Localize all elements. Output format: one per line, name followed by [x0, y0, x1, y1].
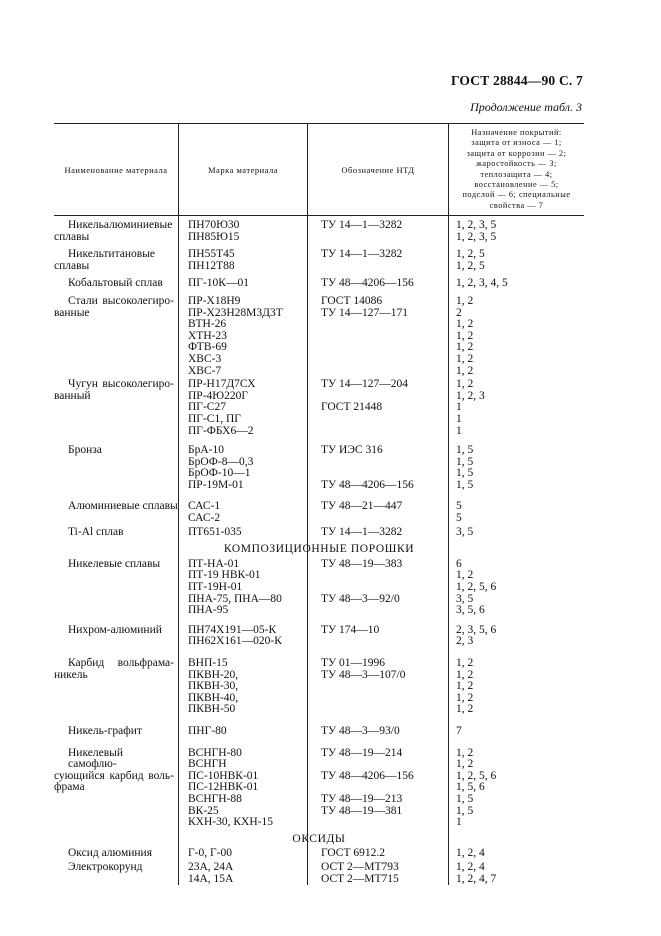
material-grade: Г-0, Г-00 — [188, 847, 232, 860]
purpose-codes: 1, 2, 3, 5 — [456, 219, 497, 231]
purpose-codes: 3, 5, 6 — [456, 604, 485, 617]
material-grade: ФТВ-69 — [188, 341, 227, 354]
ntd-designation: ТУ 14—127—171 — [321, 306, 409, 319]
material-grade: ПТ-НА-01 — [188, 557, 240, 570]
purpose-codes: 6 — [456, 557, 462, 570]
material-grade: ПС-12НВК-01 — [188, 781, 259, 794]
table-row — [54, 445, 584, 491]
purpose-codes: 1, 5 — [456, 792, 474, 805]
material-grade: ПР-Х23Н28М3Д3Т — [188, 306, 283, 319]
material-grade: БрОФ-10—1 — [188, 467, 251, 480]
material-grade: ПТ-19 НВК-01 — [188, 569, 261, 582]
material-name-cell — [54, 249, 178, 272]
ntd-designation — [321, 605, 448, 617]
ntd-cell — [307, 559, 448, 617]
ntd-cell — [307, 296, 448, 377]
purpose-codes: 1, 2 — [456, 364, 474, 377]
section-heading-composite: КОМПОЗИЦИОННЫЕ ПОРОШКИ — [223, 543, 415, 556]
purpose-codes: 1, 2, 4 — [456, 847, 485, 860]
material-grade: ВНП-15 — [188, 657, 228, 669]
material-grade-cell — [178, 625, 307, 648]
purpose-legend-line: Назначение покрытий: — [471, 127, 562, 137]
material-name-cell — [54, 278, 178, 290]
material-grade: ПГ-ФБХ6—2 — [188, 424, 254, 437]
ntd-designation — [321, 636, 448, 648]
material-name-cell — [54, 726, 178, 738]
material-grade: КХН-30, КХН-15 — [188, 816, 273, 829]
ntd-cell — [307, 726, 448, 738]
table-row — [54, 862, 584, 885]
material-name-line: Карбид вольфрама- — [68, 657, 174, 669]
ntd-designation — [321, 342, 448, 354]
ntd-cell — [307, 379, 448, 437]
material-name-cell — [54, 625, 178, 648]
material-grade-cell — [178, 220, 307, 243]
ntd-designation — [321, 693, 448, 705]
section-heading-oxides: ОКСИДЫ — [292, 832, 346, 845]
purpose-codes: 1, 2 — [456, 341, 474, 354]
col-header-material-grade: Марка материала — [207, 164, 278, 175]
material-name-cell — [54, 559, 178, 617]
material-grade: САС-2 — [188, 512, 221, 525]
ntd-cell — [307, 527, 448, 539]
material-name-cell — [54, 220, 178, 243]
purpose-codes: 1, 2, 3 — [456, 389, 485, 402]
purpose-cell — [448, 748, 584, 829]
purpose-legend-line: жаростойкость — 3; — [476, 159, 557, 169]
material-name-line: Ti-Al сплав — [68, 525, 124, 538]
table-row — [54, 278, 584, 290]
material-name-line: Никелевый самофлю- — [68, 746, 124, 771]
table-header — [54, 123, 584, 216]
material-name-cell — [54, 848, 178, 860]
purpose-codes: 1, 2 — [456, 703, 474, 716]
purpose-codes: 1, 2 — [456, 680, 474, 693]
material-grade: ПР-4Ю220Г — [188, 389, 248, 402]
purpose-codes: 1, 2 — [456, 668, 474, 681]
material-name-line: Стали высоколегиро- — [68, 294, 174, 307]
material-grade-cell — [178, 527, 307, 539]
material-grade: ВТН-26 — [188, 318, 227, 331]
col-header-purpose — [449, 124, 584, 215]
table-row — [54, 220, 584, 243]
material-grade: ВСНГН — [188, 758, 227, 771]
ntd-designation: ТУ 48—19—381 — [321, 804, 403, 817]
purpose-codes: 3, 5 — [456, 525, 474, 538]
material-name-line: Алюминиевые сплавы — [68, 500, 178, 513]
material-name-line: ванный — [54, 389, 91, 402]
ntd-designation: ТУ 48—4206—156 — [321, 769, 414, 782]
purpose-cell — [448, 559, 584, 617]
ntd-designation — [321, 817, 448, 829]
material-grade: 14А, 15А — [188, 872, 234, 885]
ntd-cell — [307, 748, 448, 829]
material-grade: ВСНГН-88 — [188, 792, 242, 805]
material-name-line: Никелевые сплавы — [68, 557, 161, 570]
purpose-codes: 2 — [456, 306, 462, 319]
ntd-designation: ТУ 48—19—383 — [321, 557, 403, 570]
material-grade-cell — [178, 278, 307, 290]
purpose-codes: 1, 2, 5, 6 — [456, 769, 497, 782]
table-row — [54, 501, 584, 524]
table-row — [54, 379, 584, 437]
purpose-legend-line: свойства — 7 — [489, 200, 544, 210]
ntd-designation — [321, 319, 448, 331]
purpose-codes: 1, 5, 6 — [456, 781, 485, 794]
material-name-line: Никельалюминиевые — [68, 219, 173, 231]
purpose-codes: 1, 2 — [456, 294, 474, 307]
material-grade-cell — [178, 379, 307, 437]
material-name-cell — [54, 748, 178, 829]
table-row — [54, 249, 584, 272]
purpose-codes: 1 — [456, 401, 462, 414]
material-grade-cell — [178, 445, 307, 491]
material-grade: ПС-10НВК-01 — [188, 769, 259, 782]
material-grade: ПТ651-035 — [188, 525, 242, 538]
material-name-line: сплавы — [54, 259, 90, 272]
purpose-legend-line: восстановление — 5; — [474, 179, 559, 189]
material-name-cell — [54, 527, 178, 539]
purpose-codes: 1, 2 — [456, 691, 474, 704]
material-grade: ПКВН-50 — [188, 703, 236, 716]
purpose-codes: 1, 5 — [456, 478, 474, 491]
material-name-line: Кобальтовый сплав — [68, 277, 163, 290]
ntd-designation — [321, 232, 448, 244]
ntd-cell — [307, 658, 448, 716]
ntd-cell — [307, 249, 448, 272]
ntd-designation: ТУ 14—1—3282 — [321, 219, 403, 231]
purpose-codes: 1, 2 — [456, 746, 474, 759]
purpose-cell — [448, 726, 584, 738]
purpose-codes: 1, 2, 3, 5 — [456, 230, 497, 243]
ntd-designation: ТУ 48—21—447 — [321, 500, 403, 513]
purpose-codes: 1, 2, 3, 4, 5 — [456, 277, 508, 290]
ntd-designation: ОСТ 2—МТ793 — [321, 860, 399, 873]
col-header-ntd: Обозначение НТД — [341, 164, 415, 175]
material-grade: САС-1 — [188, 500, 221, 513]
materials-table — [54, 123, 584, 885]
table-row — [54, 848, 584, 860]
material-grade: ПНГ-80 — [188, 724, 227, 737]
purpose-codes: 1, 2 — [456, 318, 474, 331]
ntd-designation: ТУ 174—10 — [321, 623, 380, 636]
material-grade: ПТ-19Н-01 — [188, 581, 243, 594]
material-grade: ПКВН-30, — [188, 680, 239, 693]
ntd-designation: ТУ 14—1—3282 — [321, 248, 403, 261]
table-row — [54, 658, 584, 716]
ntd-designation — [321, 570, 448, 582]
purpose-cell — [448, 220, 584, 243]
purpose-cell — [448, 862, 584, 885]
ntd-cell — [307, 445, 448, 491]
ntd-cell — [307, 848, 448, 860]
table-continuation-label: Продолжение табл. 3 — [470, 100, 582, 114]
ntd-designation — [321, 414, 448, 426]
material-grade: ПГ-10К—01 — [188, 277, 249, 290]
material-grade: ПКВН-40, — [188, 691, 239, 704]
purpose-codes: 1, 5 — [456, 467, 474, 480]
ntd-cell — [307, 862, 448, 885]
material-grade: ПН85Ю15 — [188, 230, 240, 243]
material-name-cell — [54, 862, 178, 885]
material-grade: ВСНГН-80 — [188, 746, 242, 759]
purpose-legend-line: теплозащита — 4; — [480, 169, 553, 179]
material-grade: ПКВН-20, — [188, 668, 239, 681]
purpose-legend-line: защита от износа — 1; — [471, 138, 562, 148]
material-name-cell — [54, 445, 178, 491]
material-grade-cell — [178, 296, 307, 377]
material-grade: ПР-Н17Д7СХ — [188, 378, 256, 391]
ntd-designation — [321, 366, 448, 378]
ntd-designation — [321, 513, 448, 525]
purpose-cell — [448, 278, 584, 290]
purpose-cell — [448, 658, 584, 716]
col-header-material-name: Наименование материала — [64, 164, 168, 175]
ntd-designation: ТУ 48—19—214 — [321, 746, 403, 759]
ntd-designation: ТУ 48—3—93/0 — [321, 724, 400, 737]
material-grade: ПНА-75, ПНА—80 — [188, 592, 282, 605]
ntd-cell — [307, 625, 448, 648]
material-grade: БрА-10 — [188, 444, 224, 457]
ntd-designation — [321, 331, 448, 343]
material-grade: ПН74Х191—05-К — [188, 623, 277, 636]
purpose-codes: 1 — [456, 816, 462, 829]
ntd-cell — [307, 220, 448, 243]
material-name-line: Никель-графит — [68, 724, 142, 737]
purpose-codes: 1, 2, 5 — [456, 259, 485, 272]
material-name-line: сплавы — [54, 230, 90, 243]
purpose-codes: 1 — [456, 412, 462, 425]
material-grade: ПР-19М-01 — [188, 478, 244, 491]
material-name-line: фрама — [54, 781, 85, 794]
table-row — [54, 296, 584, 377]
material-grade: ПГ-С1, ПГ — [188, 412, 241, 425]
purpose-codes: 1, 2 — [456, 758, 474, 771]
ntd-designation: ТУ ИЭС 316 — [321, 444, 383, 457]
ntd-designation — [321, 261, 448, 273]
ntd-designation: ГОСТ 6912.2 — [321, 847, 386, 860]
purpose-legend-line: подслой — 6; специальные — [462, 190, 571, 200]
material-grade: ХТН-23 — [188, 329, 227, 342]
material-grade-cell — [178, 862, 307, 885]
purpose-cell — [448, 625, 584, 648]
document-id: ГОСТ 28844—90 С. 7 — [450, 73, 583, 88]
purpose-codes: 1, 2 — [456, 657, 474, 669]
ntd-designation: ГОСТ 21448 — [321, 401, 383, 414]
material-grade: БрОФ-8—0,3 — [188, 455, 254, 468]
material-name-line: Оксид алюминия — [68, 847, 153, 860]
purpose-codes: 1, 2, 4, 7 — [456, 872, 497, 885]
purpose-codes: 1, 2 — [456, 329, 474, 342]
material-name-cell — [54, 658, 178, 716]
purpose-codes: 1, 2, 4 — [456, 860, 485, 873]
material-name-line: Электрокорунд — [68, 860, 143, 873]
material-grade: ПН62Х161—020-К — [188, 635, 282, 648]
material-grade: ПР-Х18Н9 — [188, 294, 241, 307]
material-grade: ПН70Ю30 — [188, 219, 240, 231]
ntd-designation: ТУ 48—4206—156 — [321, 277, 414, 290]
ntd-cell — [307, 501, 448, 524]
ntd-designation: ТУ 48—19—213 — [321, 792, 403, 805]
ntd-cell — [307, 278, 448, 290]
purpose-codes: 5 — [456, 512, 462, 525]
purpose-cell — [448, 848, 584, 860]
material-name-cell — [54, 379, 178, 437]
purpose-codes: 2, 3, 5, 6 — [456, 623, 497, 636]
purpose-codes: 3, 5 — [456, 592, 474, 605]
table-row — [54, 726, 584, 738]
ntd-designation: ГОСТ 14086 — [321, 294, 383, 307]
material-name-line: ванные — [54, 306, 90, 319]
table-body — [54, 216, 584, 885]
material-grade: ВК-25 — [188, 804, 219, 817]
purpose-codes: 1, 2, 5 — [456, 248, 485, 261]
ntd-designation — [321, 681, 448, 693]
material-grade: ХВС-3 — [188, 352, 222, 365]
purpose-codes: 1, 2 — [456, 569, 474, 582]
material-name-line: Бронза — [68, 444, 102, 457]
ntd-designation — [321, 426, 448, 438]
table-row — [54, 559, 584, 617]
material-grade: ХВС-7 — [188, 364, 222, 377]
ntd-designation: ОСТ 2—МТ715 — [321, 872, 399, 885]
purpose-cell — [448, 296, 584, 377]
ntd-designation — [321, 759, 448, 771]
purpose-cell — [448, 501, 584, 524]
ntd-designation — [321, 457, 448, 469]
material-name-cell — [54, 501, 178, 524]
purpose-legend-line: защита от коррозии — 2; — [466, 148, 567, 158]
ntd-designation: ТУ 14—1—3282 — [321, 525, 403, 538]
material-grade: 23А, 24А — [188, 860, 234, 873]
purpose-cell — [448, 249, 584, 272]
material-grade: ПНА-95 — [188, 604, 229, 617]
material-grade-cell — [178, 501, 307, 524]
purpose-codes: 5 — [456, 500, 462, 513]
purpose-codes: 2, 3 — [456, 635, 474, 648]
ntd-designation: ТУ 01—1996 — [321, 657, 386, 669]
material-grade-cell — [178, 748, 307, 829]
ntd-designation — [321, 354, 448, 366]
material-grade: ПН12Т88 — [188, 259, 235, 272]
purpose-codes: 1, 5 — [456, 804, 474, 817]
purpose-codes: 1, 5 — [456, 455, 474, 468]
purpose-codes: 7 — [456, 724, 462, 737]
purpose-cell — [448, 527, 584, 539]
ntd-designation: ТУ 48—3—107/0 — [321, 668, 406, 681]
material-name-line: Чугун высоколегиро- — [68, 378, 174, 391]
ntd-designation: ТУ 14—127—204 — [321, 378, 409, 391]
table-row — [54, 625, 584, 648]
material-name-line: сующийся карбид воль- — [54, 769, 174, 782]
material-grade-cell — [178, 249, 307, 272]
material-grade: ПН55Т45 — [188, 248, 235, 261]
material-name-line: Никельтитановые — [68, 248, 156, 261]
ntd-designation: ТУ 48—4206—156 — [321, 478, 414, 491]
ntd-designation — [321, 704, 448, 716]
table-row — [54, 748, 584, 829]
ntd-designation — [321, 582, 448, 594]
purpose-codes: 1, 2 — [456, 352, 474, 365]
material-grade: ПГ-С27 — [188, 401, 226, 414]
table-row — [54, 527, 584, 539]
ntd-designation: ТУ 48—3—92/0 — [321, 592, 400, 605]
purpose-codes: 1, 5 — [456, 444, 474, 457]
material-grade-cell — [178, 726, 307, 738]
material-grade-cell — [178, 848, 307, 860]
purpose-codes: 1, 2, 5, 6 — [456, 581, 497, 594]
material-grade-cell — [178, 559, 307, 617]
material-name-line: никель — [54, 668, 88, 681]
material-name-line: Нихром-алюминий — [68, 623, 162, 636]
purpose-codes: 1 — [456, 424, 462, 437]
purpose-codes: 1, 2 — [456, 378, 474, 391]
purpose-cell — [448, 379, 584, 437]
purpose-cell — [448, 445, 584, 491]
material-name-cell — [54, 296, 178, 377]
material-grade-cell — [178, 658, 307, 716]
